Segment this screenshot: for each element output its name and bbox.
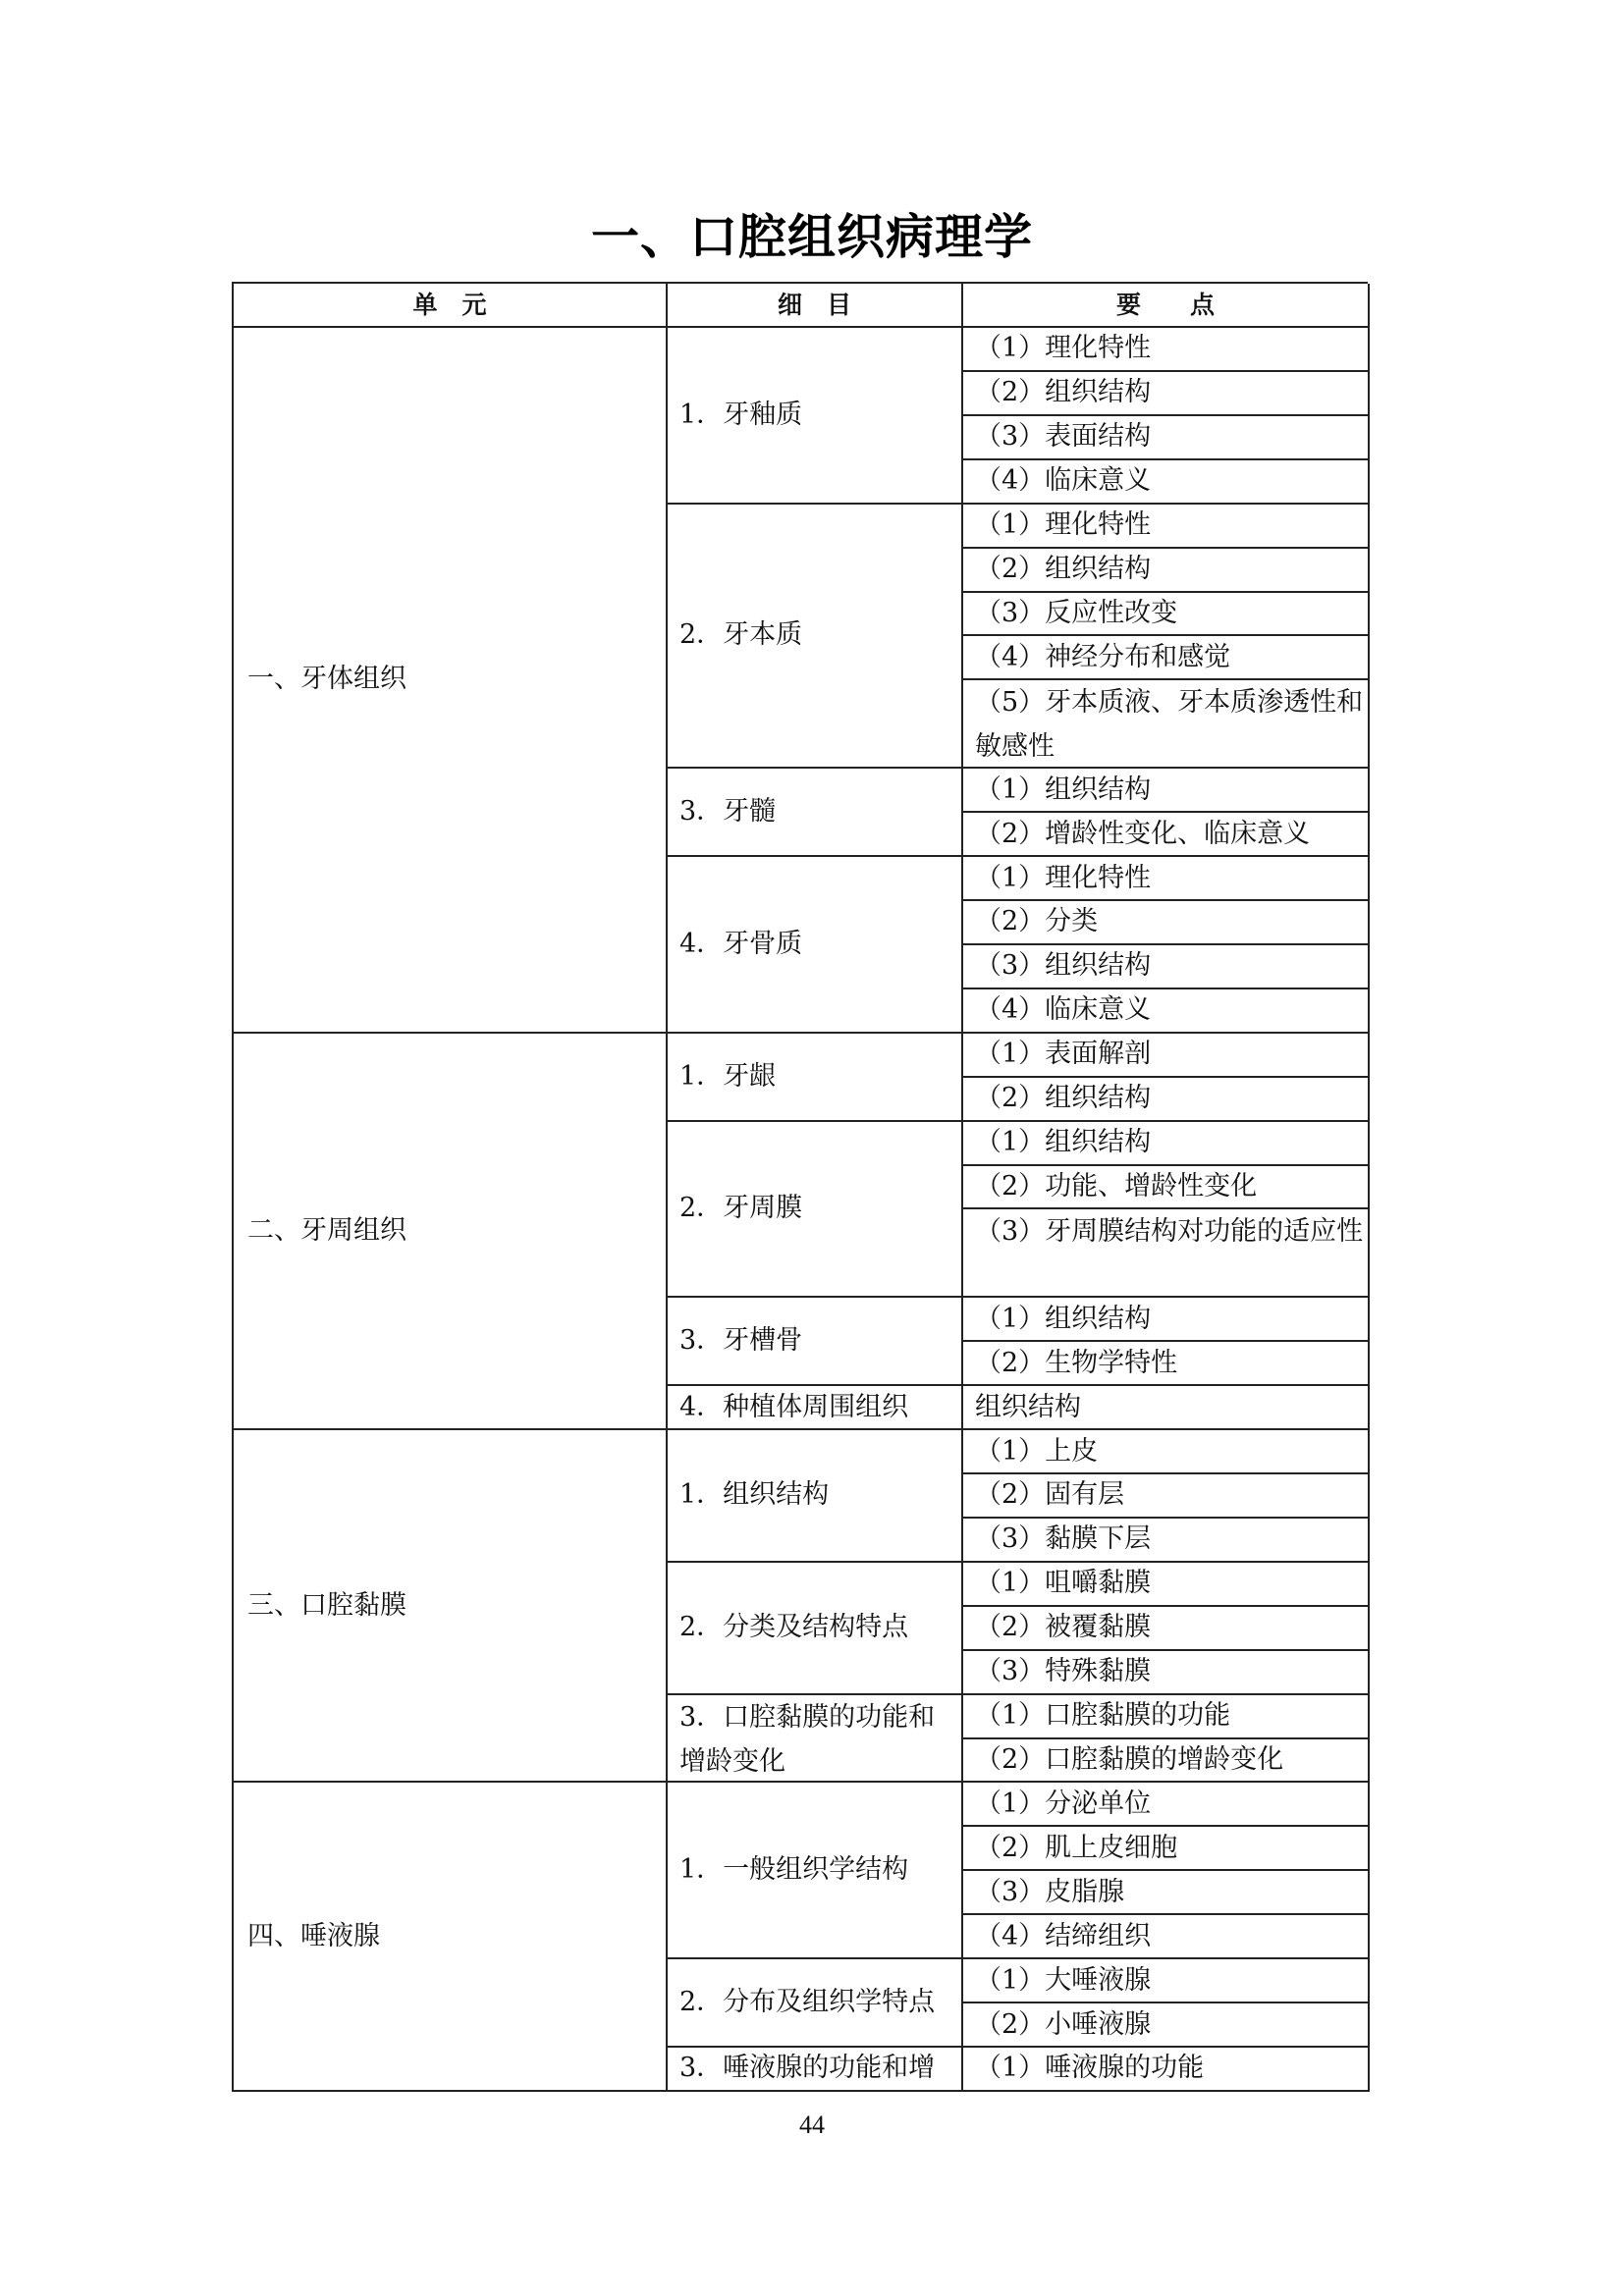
page-number: 44 (799, 2110, 825, 2139)
point-cell: （1）大唾液腺 (963, 1959, 1370, 2003)
point-cell (963, 1209, 1370, 1298)
point-cell: （2）功能、增龄性变化 (963, 1166, 1370, 1210)
point-cell: （1）分泌单位 (963, 1783, 1370, 1827)
point-cell: （1）理化特性 (963, 857, 1370, 901)
point-cell: （2）固有层 (963, 1474, 1370, 1519)
point-cell: （1）上皮 (963, 1430, 1370, 1474)
point-cell: （2）小唾液腺 (963, 2003, 1370, 2048)
point-cell: （1）组织结构 (963, 769, 1370, 813)
point-cell: （1）表面解剖 (963, 1034, 1370, 1078)
detail-cell: 4．牙骨质 (668, 857, 963, 1034)
unit-cell: 四、唾液腺 (234, 1783, 668, 2091)
point-cell: （1）理化特性 (963, 328, 1370, 372)
detail-cell: 2．牙本质 (668, 505, 963, 770)
detail-cell: 3．牙槽骨 (668, 1298, 963, 1386)
unit-cell: 一、牙体组织 (234, 328, 668, 1034)
detail-cell: 1．牙釉质 (668, 328, 963, 505)
point-cell: （1）理化特性 (963, 505, 1370, 549)
point-cell: （3）黏膜下层 (963, 1519, 1370, 1563)
detail-cell: 3．牙髓 (668, 769, 963, 857)
point-cell: （2）分类 (963, 901, 1370, 945)
detail-cell: 1．牙龈 (668, 1034, 963, 1122)
detail-cell (668, 1695, 963, 1784)
detail-cell: 2．分布及组织学特点 (668, 1959, 963, 2048)
point-cell: （2）组织结构 (963, 372, 1370, 416)
point-text: （3）牙周膜结构对功能的适应性 (975, 1216, 1364, 1248)
point-cell: （4）临床意义 (963, 989, 1370, 1034)
point-cell: （1）唾液腺的功能 (963, 2048, 1370, 2092)
point-cell: （3）皮脂腺 (963, 1871, 1370, 1915)
header-detail: 细 目 (668, 284, 963, 328)
point-cell: （2）肌上皮细胞 (963, 1827, 1370, 1871)
unit-cell: 三、口腔黏膜 (234, 1430, 668, 1783)
page-title: 一、口腔组织病理学 (590, 209, 1033, 265)
point-cell: （3）特殊黏膜 (963, 1651, 1370, 1695)
unit-cell: 二、牙周组织 (234, 1034, 668, 1430)
point-cell: （4）临床意义 (963, 460, 1370, 505)
point-cell: （1）咀嚼黏膜 (963, 1563, 1370, 1607)
detail-cell: 2．牙周膜 (668, 1122, 963, 1299)
detail-cell: 1．组织结构 (668, 1430, 963, 1563)
header-unit: 单 元 (234, 284, 668, 328)
syllabus-table (232, 282, 1368, 2092)
point-cell: （4）结缔组织 (963, 1915, 1370, 1959)
detail-cell: 1．一般组织学结构 (668, 1783, 963, 1959)
point-cell: （3）反应性改变 (963, 593, 1370, 637)
point-cell: （2）组织结构 (963, 1078, 1370, 1122)
point-cell: （2）增龄性变化、临床意义 (963, 813, 1370, 857)
detail-cell: 2．分类及结构特点 (668, 1563, 963, 1695)
point-cell (963, 680, 1370, 769)
point-cell: （3）表面结构 (963, 416, 1370, 460)
point-cell: （2）组织结构 (963, 549, 1370, 593)
point-cell: （1）组织结构 (963, 1122, 1370, 1166)
header-point: 要 点 (963, 284, 1370, 328)
point-cell: （1）口腔黏膜的功能 (963, 1695, 1370, 1739)
point-cell: （2）被覆黏膜 (963, 1607, 1370, 1651)
point-cell: 组织结构 (963, 1386, 1370, 1430)
point-cell: （2）生物学特性 (963, 1342, 1370, 1386)
detail-text: 3．口腔黏膜的功能和增龄变化 (679, 1701, 936, 1777)
point-cell: （1）组织结构 (963, 1298, 1370, 1342)
point-cell: （3）组织结构 (963, 945, 1370, 989)
point-cell: （2）口腔黏膜的增龄变化 (963, 1739, 1370, 1784)
point-cell: （4）神经分布和感觉 (963, 636, 1370, 680)
detail-cell: 4．种植体周围组织 (668, 1386, 963, 1430)
detail-cell: 3．唾液腺的功能和增 (668, 2048, 963, 2092)
point-text: （5）牙本质液、牙本质渗透性和敏感性 (975, 687, 1364, 763)
